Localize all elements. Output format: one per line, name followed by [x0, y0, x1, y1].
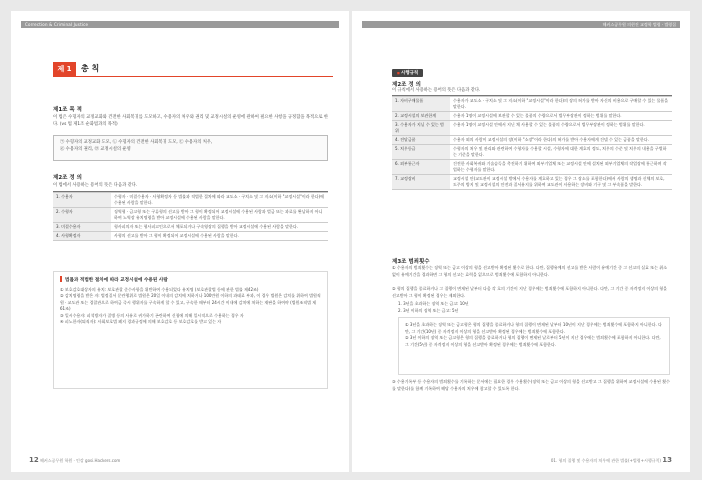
definition: 교정시설 안(교도관이 교정시설 밖에서 수용자를 계호하고 있는 경우 그 장소를 포함한다)에서 사람의 생명과 신체의 보호, 도주의 방지 및 교정시설의 안전과 질서유지를 위하여 교도관이 사용하는 장비와 기구 및 그 부속품을 말한다.: [450, 175, 672, 190]
summary-line: ㉠ 수형자의 교정교화 도모, ㉡ 수형자의 건전한 사회복귀 도모, ㉢ 수용자의 처우,: [60, 140, 213, 145]
note-line: ① 보호감호대상자의 유치: 보호관찰 준수사항을 위반하여 수용되었다 유치명 (보호관찰법 등에 관한 법률 제42조): [60, 286, 259, 292]
term: 2. 교정시설의 보관한계: [392, 112, 450, 121]
note-box: [53, 271, 328, 389]
definition: 수형자 · 미결수용자 · 사형확정자 등 법률과 적법한 절차에 따라 교도소 · 구치소 및 그 지소(이하 "교정시설"이라 한다)에 수용된 사람을 말한다.: [111, 193, 328, 208]
article-2-title: 제2조 정 의: [53, 175, 82, 181]
table-row: [53, 223, 328, 232]
term: 1. 자비구매물품: [392, 97, 450, 112]
rule-article-2-intro: 이 규칙에서 사용하는 용어의 뜻은 다음과 같다.: [392, 88, 481, 93]
term: 3. 수용자가 지닐 수 있는 범위: [392, 121, 450, 136]
right-page: [352, 11, 690, 472]
table-row: [392, 160, 672, 175]
definition: 사형의 선고를 받아 그 형이 확정되어 교정시설에 수용된 사람을 말한다.: [111, 232, 328, 241]
definition: 건전한 사회복귀와 기술습득을 촉진하기 위하여 외부기업체 또는 교정시설 안에 설치된 외부기업체의 작업장에 통근하며 작업하는 수형자를 말한다.: [450, 160, 672, 175]
article-1-title: 제1조 목 적: [53, 107, 82, 113]
definitions-table: [53, 192, 328, 241]
note-line: ② 감치명령을 받은 자: 법정질서 문란행위로 법원은 20일 이내의 감치에 처하거나 100만원 이하의 과태료 부과, 이 경우 법원은 감치를 위하여 법원직원 · 교도관 또는 경찰관으로 하여금 즉시 행위자를 구속하게 할 수 있고, 구속한 때부터 24시간 이내에 감치에 처하는 재판을 하여야 (법원조직법 제61조): [60, 293, 321, 311]
note-line: ③ 일시수용자: 피석방자가 질병 등의 사유로 귀가하기 곤란하여 신청에 의해 일시적으로 수용하는 경우 자: [60, 312, 244, 318]
page-number: 13: [662, 456, 672, 464]
note-title: 법률과 적법한 절차에 따라 교정시설에 수용된 사람: [60, 276, 321, 285]
explanation-line: ② 3년 이하의 징역 또는 금고형은 형의 집행을 종료하거나 형의 집행이 면제된 날로부터 5년이 지난 경우에는 범죄횟수에 포함하지 아니한다. 다만, 그 기간(5년) 중 자격정지 이상의 형을 선고받아 확정된 경우에는 범죄횟수에 포함한다.: [405, 335, 661, 347]
definition: 수용자 1명이 교정시설에 보관할 수 있는 물품의 수량으로서 법무부장관이 정하는 범위를 말한다.: [450, 112, 672, 121]
folio-text: 해커스공무원 학원 · 인강 gosi.Hackers.com: [40, 458, 121, 463]
term: 1. 수용자: [53, 193, 111, 208]
article-1-summary-box: [53, 135, 328, 161]
term: 6. 외부통근자: [392, 160, 450, 175]
article-3-para-3: ③ 수용기록부 등 수용자의 범죄횟수를 기록하는 문서에는 필요한 경우 수용횟수(징역 또는 금고 이상의 형을 선고받고 그 집행을 위하여 교정시설에 수용된 횟수를 말한다)를 함께 기록하여 해당 수용자의 처우에 참고할 수 있도록 한다.: [392, 379, 670, 391]
table-row: [53, 193, 328, 208]
table-row: [53, 232, 328, 241]
definition: 수형자의 처우 및 관리와 관련하여 수형자를 수용할 시설, 수형자에 대한 계호의 정도, 처우의 수준 및 처우의 내용을 구별하는 기준을 말한다.: [450, 145, 672, 160]
running-header-right: 해커스공무원 의현진 교정학 법령 · 법령집: [602, 22, 676, 27]
article-2-intro: 이 법에서 사용하는 용어의 뜻은 다음과 같다.: [53, 183, 138, 188]
article-3-para-2-items: [398, 301, 668, 314]
article-3-para-2: ② 형의 집행을 종료하거나 그 집행이 면제된 날부터 다음 각 호의 기간이 지난 경우에는 범죄횟수에 포함하지 아니한다. 다만, 그 기간 중 자격정지 이상의 형을 선고받아 그 형이 확정된 경우는 제외한다.: [392, 286, 667, 298]
table-row: [392, 97, 672, 112]
rule-article-2-title: 제2조 정 의: [392, 82, 421, 88]
definition: 수용자 1명이 교정시설 안에서 지닌 채 사용할 수 있는 물품의 수량으로서 법무부장관이 정하는 범위를 말한다.: [450, 121, 672, 136]
summary-line: ㉣ 수용자의 권리, ㉤ 교정시설의 운영: [60, 147, 131, 152]
term: 4. 사형확정자: [53, 232, 111, 241]
chapter-divider: [53, 76, 333, 77]
folio-text: 01. 형의 집행 및 수용자의 처우에 관한 법률(+법령+시행규칙): [550, 458, 661, 463]
definition: 형사피의자 또는 형사피고인으로서 체포되거나 구속영장의 집행을 받아 교정시설에 수용된 사람을 말한다.: [111, 223, 328, 232]
left-folio: [29, 456, 120, 464]
term: 7. 교정장비: [392, 175, 450, 190]
table-row: [392, 145, 672, 160]
section-tag: ■ 시행규칙: [392, 69, 423, 77]
article-1-text: 이 법은 수형자의 교정교화와 건전한 사회복귀를 도모하고, 수용자의 처우와 권리 및 교정시설의 운영에 관하여 필요한 사항을 규정함을 목적으로 한다. (vs 법 제1조 순화법과의 목적): [53, 115, 328, 127]
definition: 수용자가 교도소 · 구치소 및 그 지소(이하 "교정시설"이라 한다)의 장의 허가를 받아 자신의 비용으로 구매할 수 있는 물품을 말한다.: [450, 97, 672, 112]
term: 5. 처우등급: [392, 145, 450, 160]
left-page: [11, 11, 349, 472]
chapter-title: 총 칙: [81, 64, 100, 73]
table-row: [392, 136, 672, 145]
article-3-explanation-box: [398, 317, 670, 375]
table-row: [392, 121, 672, 136]
list-item: 1. 3년을 초과하는 징역 또는 금고: 10년: [398, 301, 469, 306]
chapter-label: 제 1 편: [53, 62, 76, 76]
term: 3. 미결수용자: [53, 223, 111, 232]
term: 2. 수형자: [53, 208, 111, 223]
rule-article-3-title: 제3조 범죄횟수: [392, 259, 430, 265]
definition: 수용자 외의 사람이 교정시설의 장(이하 "소장"이라 한다)의 허가를 받아 수용자에게 건넬 수 있는 금품을 말한다.: [450, 136, 672, 145]
rule-definitions-table: [392, 96, 672, 190]
table-row: [392, 175, 672, 190]
list-item: 2. 3년 이하의 징역 또는 금고: 5년: [398, 307, 459, 313]
definition: 징역형 · 금고형 또는 구류형의 선고를 받아 그 형이 확정되어 교정시설에 수용된 사람과 벌금 또는 과료를 완납하지 아니하여 노역장 유치명령을 받아 교정시설에 수용된 사람을 말한다.: [111, 208, 328, 223]
table-row: [392, 112, 672, 121]
term: 4. 전달금품: [392, 136, 450, 145]
running-header-left: Correction & Criminal Justice: [25, 22, 89, 27]
right-folio: [551, 456, 672, 464]
page-number: 12: [29, 456, 39, 464]
table-row: [53, 208, 328, 223]
explanation-line: ① 3년을 초과하는 징역 또는 금고형은 형의 집행을 종료하거나 형의 집행이 면제된 날부터 10년이 지난 경우에는 범죄횟수에 포함하지 아니한다. 다만, 그 기간(10년) 중 자격정지 이상의 형을 선고받아 확정된 경우에는 범죄횟수에 포함한다.: [405, 322, 662, 334]
note-line: ④ 피노한자(퇴직자): 사회보호법 폐지 경과규정에 의해 보호감호 등 보호감호를 받고 있는 자: [60, 319, 222, 324]
article-3-para-1: ① 수용자의 범죄횟수는 징역 또는 금고 이상의 형을 선고받아 확정된 횟수로 한다. 다만, 집행유예의 선고를 받은 사람이 유예기간 중 그 선고의 실효 또는 취소 없이 유예기간을 경과하면 그 형의 선고는 효력을 잃으므로 범죄횟수에 포함하지 아니한다.: [392, 265, 667, 277]
